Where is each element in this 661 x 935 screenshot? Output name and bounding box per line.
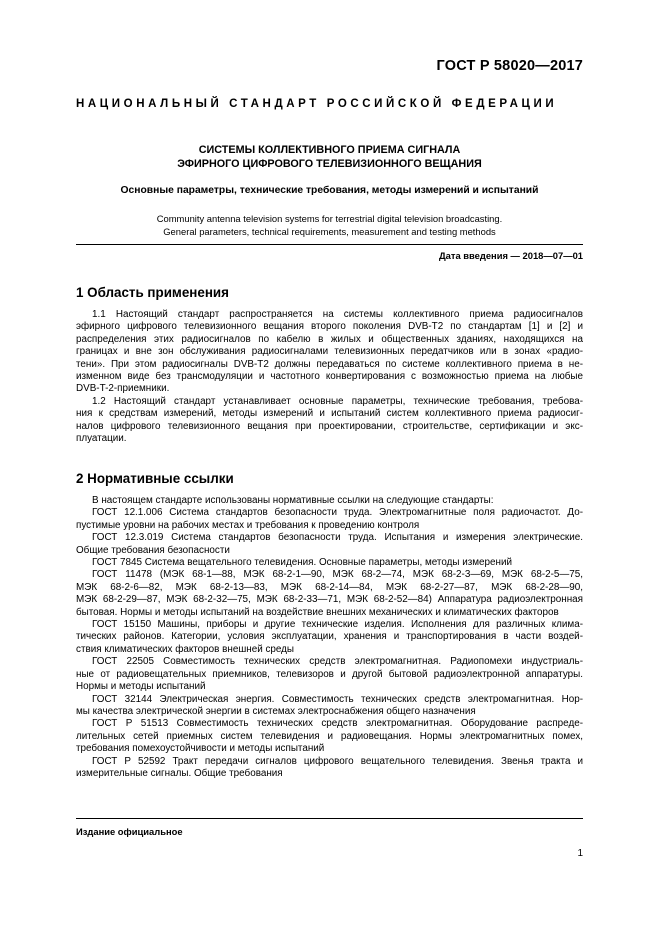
body-line: ГОСТ 12.3.019 Система стандартов безопасности труда. Испытания и измерения электрические. bbox=[92, 532, 583, 544]
body-line: ГОСТ 11478 (МЭК 68-1—88, МЭК 68-2-1—90, МЭК 68-2—74, МЭК 68-2-3—69, МЭК 68-2-5—75, bbox=[92, 569, 583, 581]
body-line: ствия климатических факторов внешней среды bbox=[76, 643, 295, 655]
section-2-body bbox=[76, 495, 583, 780]
body-line: ГОСТ 22505 Совместимость технических средств электромагнитная. Радиопомехи индустриаль- bbox=[92, 656, 583, 668]
body-line: плуатации. bbox=[76, 433, 127, 445]
body-line: DVB-T-2-приемники. bbox=[76, 383, 170, 395]
body-line: ГОСТ 12.1.006 Система стандартов безопасности труда. Электромагнитные поля радиочастот. До- bbox=[92, 507, 583, 519]
title-line-1: СИСТЕМЫ КОЛЛЕКТИВНОГО ПРИЕМА СИГНАЛА bbox=[198, 144, 461, 156]
gost-code: ГОСТ Р 58020—2017 bbox=[436, 58, 583, 74]
section-2-heading: 2 Нормативные ссылки bbox=[76, 471, 234, 486]
body-line: границах и вне зон обслуживания радиосигналами телевизионных передатчиков или в зонах «радио- bbox=[76, 346, 583, 358]
body-line: МЭК 68-2-29—87, МЭК 68-2-32—75, МЭК 68-2-33—71, МЭК 68-2-52—84) Аппаратура радиоэлектронная bbox=[76, 594, 583, 606]
body-line: ГОСТ 15150 Машины, приборы и другие технические изделия. Исполнения для различных клима- bbox=[92, 619, 583, 631]
document-title bbox=[76, 143, 583, 171]
body-line: ния к средствам измерений, методы измерений и испытаний систем коллективного приема радиосиг- bbox=[76, 408, 583, 420]
body-line: ГОСТ Р 52592 Тракт передачи сигналов цифрового вещательного телевидения. Звенья тракта и bbox=[92, 755, 583, 767]
body-line: лительных сетей приемных систем телевидения и радиовещания. Нормы электромагнитных помех, bbox=[76, 730, 583, 742]
body-line: В настоящем стандарте использованы нормативные ссылки на следующие стандарты: bbox=[92, 495, 494, 506]
body-line: ные от радиовещательных приемников, телевизоров и другой бытовой радиоэлектронной аппаратуры. bbox=[76, 668, 583, 680]
national-standard-heading: НАЦИОНАЛЬНЫЙ СТАНДАРТ РОССИЙСКОЙ ФЕДЕРАЦИИ bbox=[76, 98, 558, 110]
body-line: тических районов. Категории, условия эксплуатации, хранения и транспортирования в части воздей- bbox=[76, 631, 583, 643]
body-line: эфирного цифрового телевизионного вещания второго поколения DVB-T2 по стандартам [1] и [2] и bbox=[76, 321, 583, 333]
body-line: ГОСТ Р 51513 Совместимость технических средств электромагнитная. Оборудование распреде- bbox=[92, 718, 583, 730]
body-line: ГОСТ 7845 Система вещательного телевидения. Основные параметры, методы измерений bbox=[92, 557, 513, 569]
english-title-line-1: Community antenna television systems for terrestrial digital television broadcasting. bbox=[156, 213, 503, 224]
body-line: ГОСТ 32144 Электрическая энергия. Совместимость технических средств электромагнитная. Нор- bbox=[92, 693, 583, 705]
body-line: Нормы и методы испытаний bbox=[76, 681, 206, 693]
english-title-line-2: General parameters, technical requirements, measurement and testing methods bbox=[163, 225, 496, 237]
body-line: 1.1 Настоящий стандарт распространяется на системы коллективного приема радиосигналов bbox=[92, 309, 583, 320]
english-title bbox=[76, 213, 583, 238]
official-edition-label: Издание официальное bbox=[76, 826, 183, 837]
body-line: МЭК 68-2-6—82, МЭК 68-2-13—83, МЭК 68-2-14—84, МЭК 68-2-27—87, МЭК 68-2-28—90, bbox=[76, 581, 583, 593]
document-subtitle: Основные параметры, технические требования, методы измерений и испытаний bbox=[120, 185, 539, 196]
body-line: пустимые уровни на рабочих местах и требования к проведению контроля bbox=[76, 519, 420, 531]
page-number: 1 bbox=[577, 848, 583, 859]
body-line: мы качества электрической энергии в системах электроснабжения общего назначения bbox=[76, 705, 476, 717]
section-1-heading: 1 Область применения bbox=[76, 285, 229, 300]
title-line-2: ЭФИРНОГО ЦИФРОВОГО ТЕЛЕВИЗИОННОГО ВЕЩАНИЯ bbox=[177, 158, 482, 170]
body-line: Общие требования безопасности bbox=[76, 544, 230, 556]
body-line: требования помехоустойчивости и методы испытаний bbox=[76, 743, 325, 755]
body-line: тени». При этом радиосигналы DVB-T2 должны передаваться по системе коллективного приема в не- bbox=[76, 358, 583, 370]
body-line: 1.2 Настоящий стандарт устанавливает основные параметры, технические требования, требова- bbox=[92, 395, 583, 407]
footer-divider bbox=[76, 818, 583, 819]
body-line: бытовая. Нормы и методы испытаний на воздействие внешних механических и климатических факторов bbox=[76, 606, 559, 618]
body-line: налов цифрового телевизионного вещания при проектировании, строительстве, сертификации и экс- bbox=[76, 420, 583, 432]
section-1-body bbox=[76, 309, 583, 445]
body-line: распределения этих радиосигналов по кабелю в жилых и общественных зданиях, находящихся на bbox=[76, 333, 583, 345]
introduction-date: Дата введения — 2018—07—01 bbox=[438, 250, 583, 261]
date-divider bbox=[76, 244, 583, 245]
body-line: изменном виде без трансмодуляции и частотного конвертирования с возможностью приема на любые bbox=[76, 371, 583, 383]
body-line: измерительные сигналы. Общие требования bbox=[76, 767, 283, 779]
